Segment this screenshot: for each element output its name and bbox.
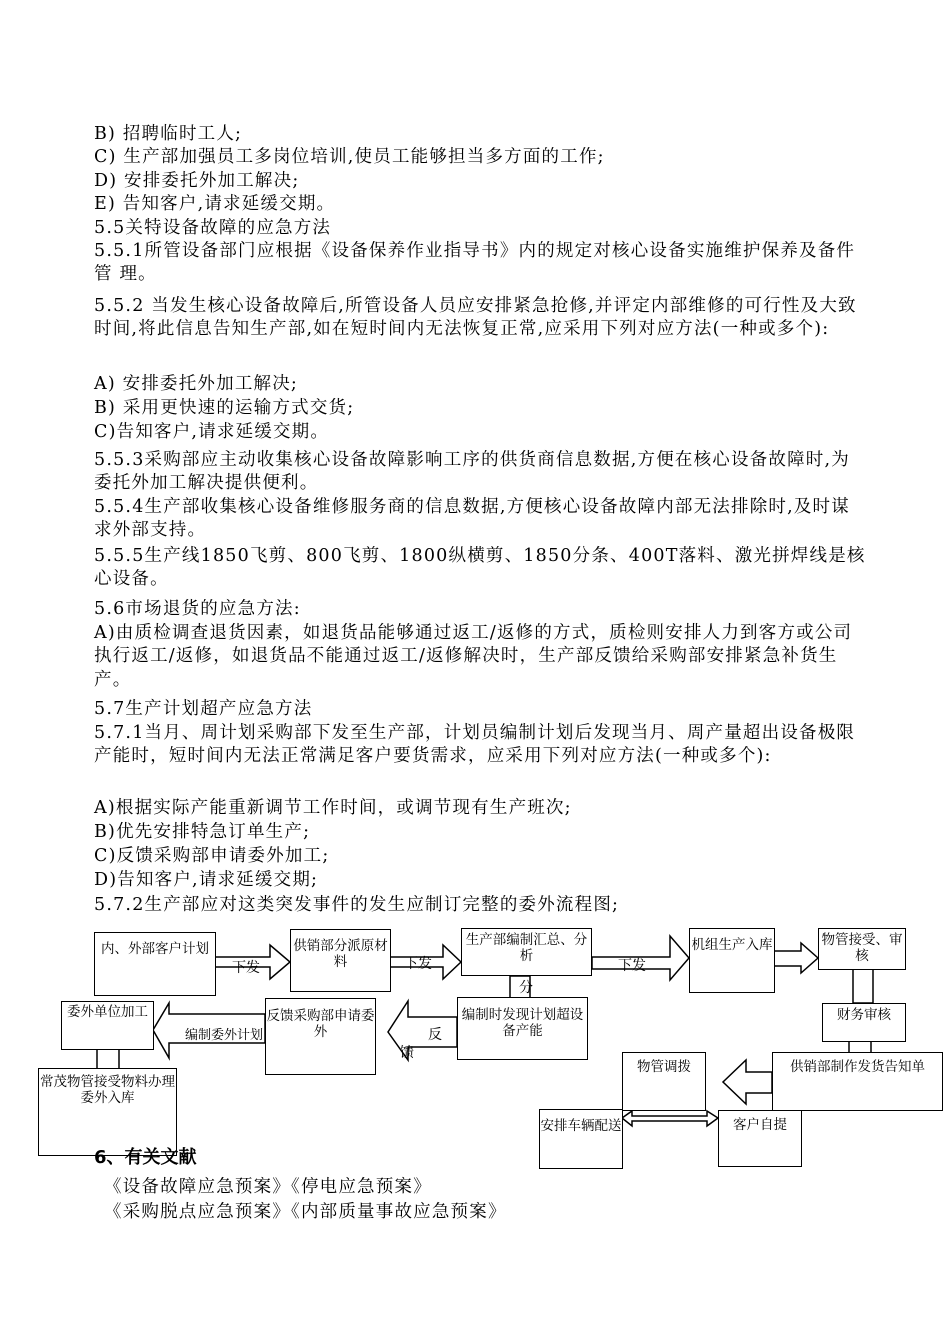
arrow-double — [622, 1111, 718, 1126]
para-5-5-3: 5.5.3采购部应主动收集核心设备故障影响工序的供货商信息数据,方便在核心设备故障时,为委托外加工解决提供便利。 — [94, 450, 850, 494]
box-changmao-receive: 常茂物管接受物料办理委外入库 — [38, 1068, 177, 1156]
stem-outsource-changmao — [97, 1049, 119, 1069]
para-5-5-5: 5.5.5生产线1850飞剪、800飞剪、1800纵横剪、1850分条、400T落料、激光拼焊线是核心设备。 — [94, 546, 866, 590]
box-finance-review: 财务审核 — [822, 1003, 906, 1042]
label-issue-2: 下发 — [404, 956, 432, 972]
stem-material-finance — [853, 969, 873, 1003]
box-customer-pickup: 客户自提 — [718, 1110, 802, 1167]
para-5-7-2: 5.7.2生产部应对这类突发事件的发生应制订完整的委外流程图; — [94, 895, 620, 915]
item-c-training: C) 生产部加强员工多岗位培训,使员工能够担当多方面的工作; — [94, 147, 605, 167]
section-5-6-heading: 5.6市场退货的应急方法: — [94, 599, 301, 619]
para-5-7-1: 5.7.1当月、周计划采购部下发至生产部，计划员编制计划后发现当月、周产量超出设备极限产能时，短时间内无法正常满足客户要货需求，应采用下列对应方法(一种或多个): — [94, 723, 856, 767]
para-5-5-1: 5.5.1所管设备部门应根据《设备保养作业指导书》内的规定对核心设备实施维护保养及备件管 理。 — [94, 241, 856, 285]
item-a-outsource: A) 安排委托外加工解决; — [94, 374, 299, 394]
para-5-5-2: 5.5.2 当发生核心设备故障后,所管设备人员应安排紧急抢修,并评定内部维修的可行性及大致时间,将此信息告知生产部,如在短时间内无法恢复正常,应采用下列对应方法(一种或多个): — [94, 296, 857, 340]
item-c-request-outsource: C)反馈采购部申请委外加工; — [94, 846, 330, 866]
label-feedback-b: 馈 — [400, 1045, 414, 1061]
box-overcapacity: 编制时发现计划超设备产能 — [457, 997, 588, 1060]
arrow-left-1 — [388, 1001, 457, 1060]
label-fen: 分 — [519, 980, 533, 996]
item-c-notify-customer: C)告知客户,请求延缓交期。 — [94, 422, 330, 442]
item-b-urgent-orders: B)优先安排特急订单生产; — [94, 822, 311, 842]
item-d-notify-customer: D)告知客户,请求延缓交期; — [94, 870, 319, 890]
references-line-1: 《设备故障应急预案》《停电应急预案》 — [104, 1177, 432, 1197]
box-feedback-outsource: 反馈采购部申请委外 — [265, 998, 376, 1075]
item-b-faster-shipping: B) 采用更快速的运输方式交货; — [94, 398, 355, 418]
references-heading: 6、有关文献 — [94, 1147, 197, 1168]
box-material-receive: 物管接受、审核 — [818, 928, 906, 970]
box-unit-warehouse: 机组生产入库 — [689, 928, 775, 993]
item-e-notify-customer: E) 告知客户,请求延缓交期。 — [94, 194, 336, 214]
section-5-7-heading: 5.7生产计划超产应急方法 — [94, 699, 313, 719]
label-compile-outsource: 编制委外计划 — [185, 1028, 264, 1043]
para-5-6-a: A)由质检调查退货因素，如退货品能够通过返工/返修的方式，质检则安排人力到客方或公司执行返工/返修，如退货品不能通过返工/返修解决时，生产部反馈给采购部安排紧急补货生产。 — [94, 623, 853, 690]
label-feedback-a: 反 — [428, 1027, 442, 1043]
item-a-adjust-time: A)根据实际产能重新调节工作时间，或调节现有生产班次; — [94, 798, 572, 818]
box-outsource-unit: 委外单位加工 — [61, 1001, 154, 1050]
label-issue-3: 下发 — [618, 958, 646, 974]
arrow-left-3 — [723, 1060, 772, 1104]
references-line-2: 《采购脱点应急预案》《内部质量事故应急预案》 — [104, 1202, 507, 1222]
section-5-5-heading: 5.5关特设备故障的应急方法 — [94, 218, 332, 238]
para-5-5-4: 5.5.4生产部收集核心设备维修服务商的信息数据,方便核心设备故障内部无法排除时,及时谋求外部支持。 — [94, 497, 850, 541]
item-d-outsource: D) 安排委托外加工解决; — [94, 171, 300, 191]
arrow-right-4 — [774, 943, 818, 973]
box-customer-plan: 内、外部客户计划 — [94, 932, 216, 996]
box-vehicle-delivery: 安排车辆配送 — [539, 1109, 623, 1169]
box-sales-dispatch: 供销部分派原材料 — [290, 929, 391, 992]
box-material-transfer: 物管调拨 — [622, 1052, 706, 1111]
item-b-hire-temp: B) 招聘临时工人; — [94, 124, 243, 144]
label-issue-1: 下发 — [232, 960, 260, 976]
box-production-compile: 生产部编制汇总、分析 — [461, 928, 592, 976]
box-sales-invoice: 供销部制作发货告知单 — [772, 1052, 943, 1111]
